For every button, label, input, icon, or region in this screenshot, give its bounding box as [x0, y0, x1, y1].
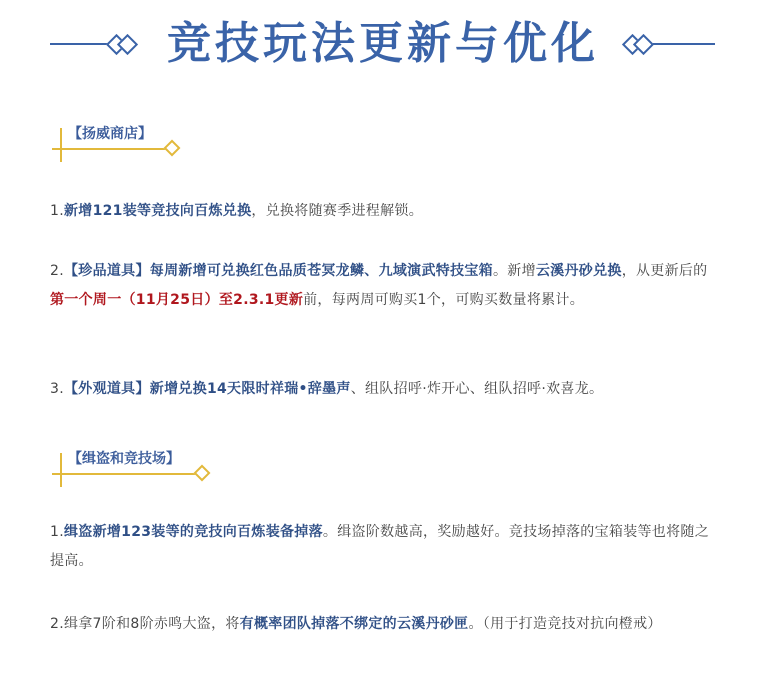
title-divider-left	[50, 43, 112, 45]
highlight-bold-text: 缉盗新增123装等的竞技向百炼装备掉落	[63, 524, 323, 540]
paragraph	[50, 375, 714, 404]
paragraph	[50, 197, 714, 226]
section-heading-arena	[52, 449, 180, 469]
diamond-ornament-right-icon	[624, 33, 654, 55]
body-text: ，从更新后的	[621, 263, 708, 279]
body-text: 3.	[50, 381, 64, 397]
highlight-bold-text: 新增121装等竞技向百炼兑换	[63, 203, 252, 219]
heading-accent-line	[60, 128, 62, 162]
body-text: 2.缉拿7阶和8阶赤鸣大盗，将	[50, 616, 240, 632]
gold-diamond-icon	[194, 465, 211, 482]
body-text: 。新增	[492, 263, 536, 279]
body-text: 1.	[50, 524, 64, 540]
section-heading-label: 【扬威商店】	[68, 126, 152, 142]
section-heading-shop	[52, 124, 152, 144]
heading-underline	[52, 148, 168, 150]
heading-accent-line	[60, 453, 62, 487]
body-text: 前，每两周可购买1个，可购买数量将累计。	[303, 292, 585, 308]
body-text: 。缉盗阶数越高，奖励越好。竞技场掉落的宝箱装等也将随之提高。	[50, 524, 710, 569]
paragraph	[50, 518, 714, 576]
body-text: 2.	[50, 263, 64, 279]
highlight-bold-text: 【外观道具】新增兑换14天限时祥瑞•辞墨声	[63, 381, 351, 397]
gold-diamond-icon	[164, 140, 181, 157]
body-text: 1.	[50, 203, 64, 219]
highlight-bold-text: 云溪丹砂兑换	[535, 263, 622, 279]
heading-underline	[52, 473, 198, 475]
body-text: 、组队招呼·炸开心、组队招呼·欢喜龙。	[350, 381, 604, 397]
section-heading-label: 【缉盗和竞技场】	[68, 451, 180, 467]
highlight-red-text: 第一个周一（11月25日）至2.3.1更新	[50, 292, 304, 308]
body-text: ，兑换将随赛季进程解锁。	[251, 203, 424, 219]
paragraph	[50, 257, 714, 315]
paragraph	[50, 610, 714, 639]
title-banner	[0, 10, 765, 80]
page-title: 竞技玩法更新与优化	[167, 18, 599, 69]
title-divider-right	[653, 43, 715, 45]
highlight-bold-text: 【珍品道具】每周新增可兑换红色品质苍冥龙鳞、九域演武特技宝箱	[63, 263, 493, 279]
highlight-bold-text: 有概率团队掉落不绑定的云溪丹砂匣	[239, 616, 469, 632]
body-text: 。（用于打造竞技对抗向橙戒）	[468, 616, 662, 632]
diamond-ornament-left-icon	[108, 33, 138, 55]
